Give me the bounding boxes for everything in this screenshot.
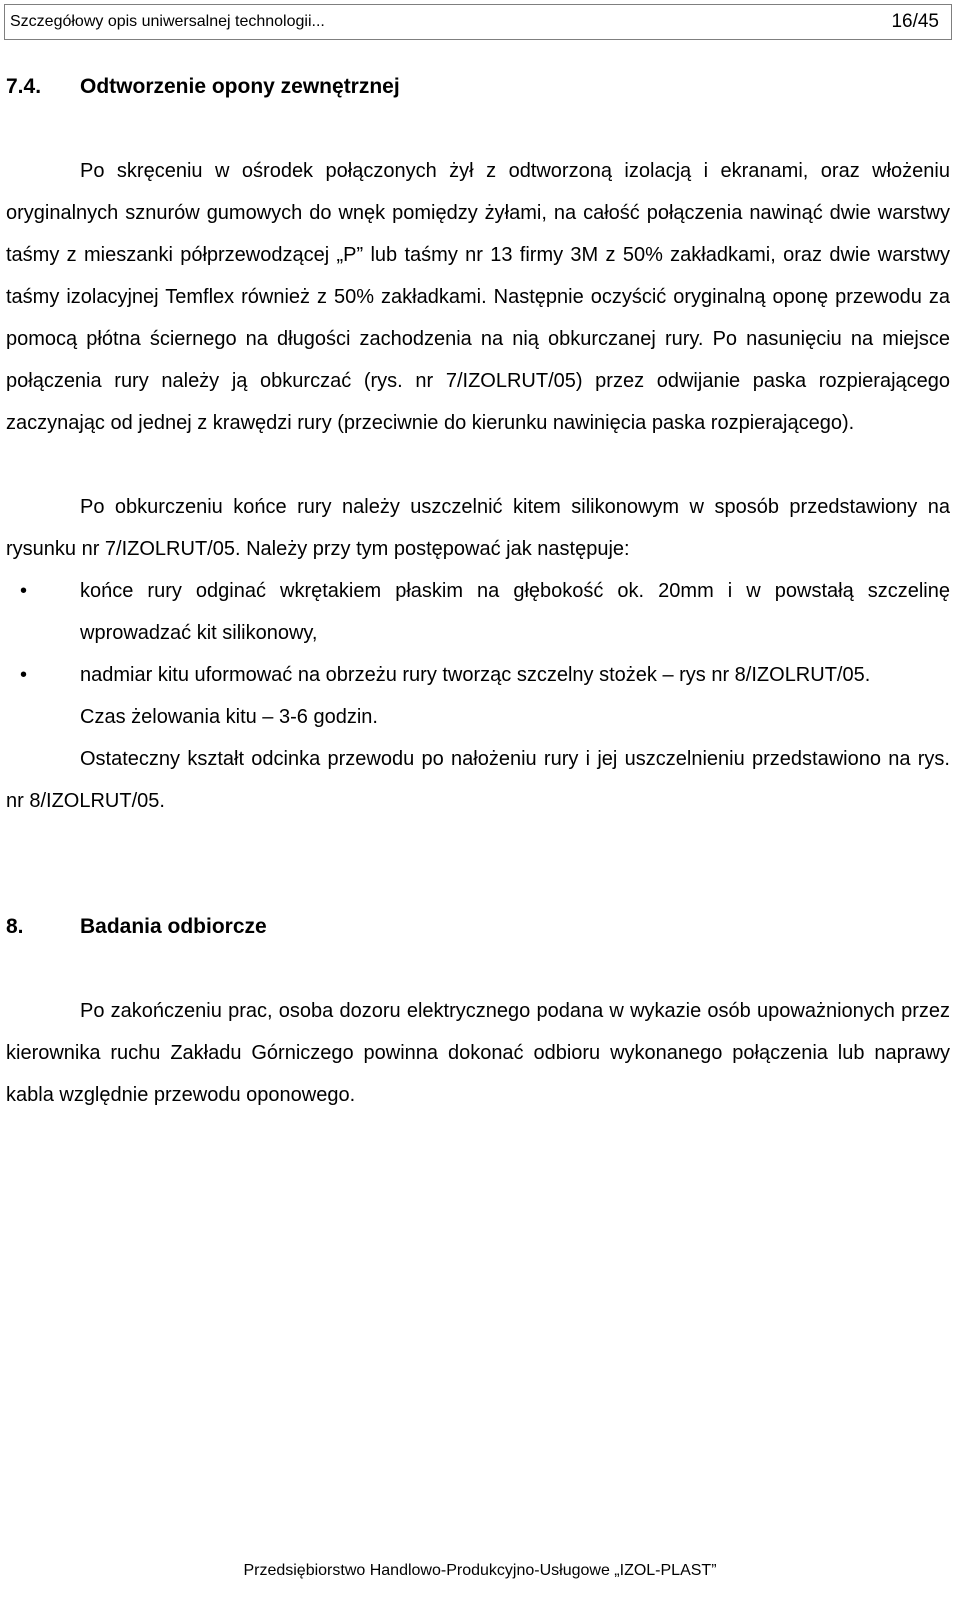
paragraph: Ostateczny kształt odcinka przewodu po nałożeniu rury i jej uszczelnieniu przedstawiono na rys. nr 8/IZOLRUT/05. [6,748,950,812]
list-item-text: końce rury odginać wkrętakiem płaskim na głębokość ok. 20mm i w powstałą szczelinę wprowadzać kit silikonowy, [80,580,950,644]
document-body [6,66,950,1116]
list-item [6,570,950,654]
list-item [6,654,950,696]
section-title: Odtworzenie opony zewnętrznej [80,75,400,98]
section-heading [6,906,950,948]
paragraph: Po zakończeniu prac, osoba dozoru elektrycznego podana w wykazie osób upoważnionych przez kierownika ruchu Zakładu Górniczego powinna dokonać odbioru wykonanego połączenia lub naprawy kabla względnie przewodu oponowego. [6,1000,950,1106]
page-number: 16/45 [891,11,939,32]
section-heading [6,66,950,108]
bullet-list [6,570,950,696]
section-number: 7.4. [6,75,42,98]
gel-time-note: Czas żelowania kitu – 3-6 godzin. [80,706,378,728]
section-title: Badania odbiorcze [80,915,267,938]
bullet-icon: • [20,580,28,602]
list-item-text: nadmiar kitu uformować na obrzeżu rury tworząc szczelny stożek – rys nr 8/IZOLRUT/05. [80,664,871,686]
page-header [4,4,952,40]
bullet-icon: • [20,664,28,686]
paragraph: Po skręceniu w ośrodek połączonych żył z odtworzoną izolacją i ekranami, oraz włożeniu oryginalnych sznurów gumowych do wnęk pomiędzy żyłami, na całość połączenia nawinąć dwie warstwy taśmy z mieszanki półprzewodzącej „P” lub taśmy nr 13 firmy 3M z 50% zakładkami, oraz dwie warstwy taśmy izolacyjnej Temflex również z 50% zakładkami. Następnie oczyścić oryginalną oponę przewodu za pomocą płótna ściernego na długości zachodzenia na nią obkurczanej rury. Po nasunięciu na miejsce połączenia rury należy ją obkurczać (rys. nr 7/IZOLRUT/05) przez odwijanie paska rozpierającego zaczynając od jednej z krawędzi rury (przeciwnie do kierunku nawinięcia paska rozpierającego). [6,160,950,434]
paragraph: Po obkurczeniu końce rury należy uszczelnić kitem silikonowym w sposób przedstawiony na rysunku nr 7/IZOLRUT/05. Należy przy tym postępować jak następuje: [6,496,950,560]
section-number: 8. [6,915,24,938]
page-footer: Przedsiębiorstwo Handlowo-Produkcyjno-Usługowe „IZOL-PLAST” [243,1562,717,1579]
document-title: Szczegółowy opis uniwersalnej technologii... [10,13,325,30]
